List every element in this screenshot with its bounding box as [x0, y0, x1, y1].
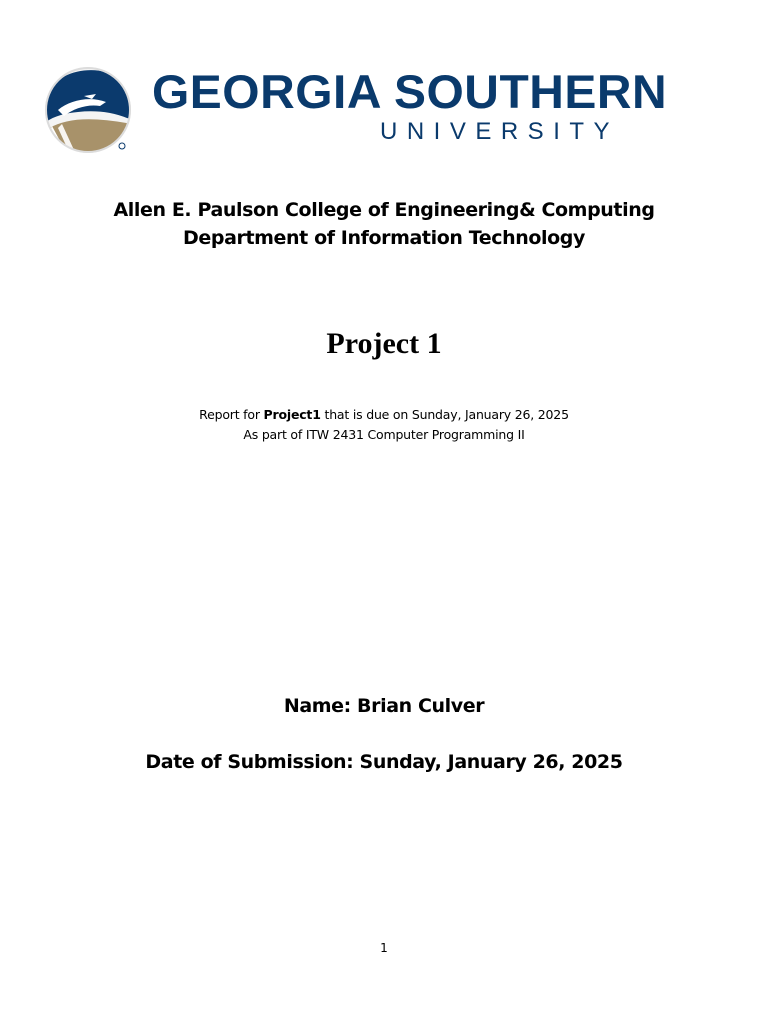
department-heading: Department of Information Technology [183, 227, 585, 249]
college-heading: Allen E. Paulson College of Engineering& Computing [113, 199, 655, 221]
logo-wordmark-primary: GEORGIA SOUTHERN [152, 65, 668, 118]
university-logo [44, 64, 668, 156]
logo-wordmark-secondary: UNIVERSITY [380, 118, 620, 145]
page-number: 1 [380, 941, 388, 955]
report-description [0, 406, 768, 424]
submission-date: Date of Submission: Sunday, January 26, 2025 [145, 751, 623, 773]
course-description: As part of ITW 2431 Computer Programming II [243, 427, 525, 442]
eagle-head-icon [44, 66, 132, 154]
report-prefix: Report for [199, 407, 264, 422]
report-due-text: that is due on Sunday, January 26, 2025 [320, 407, 569, 422]
document-title: Project 1 [326, 327, 442, 360]
project-name: Project1 [263, 407, 321, 422]
student-name: Name: Brian Culver [283, 695, 485, 717]
